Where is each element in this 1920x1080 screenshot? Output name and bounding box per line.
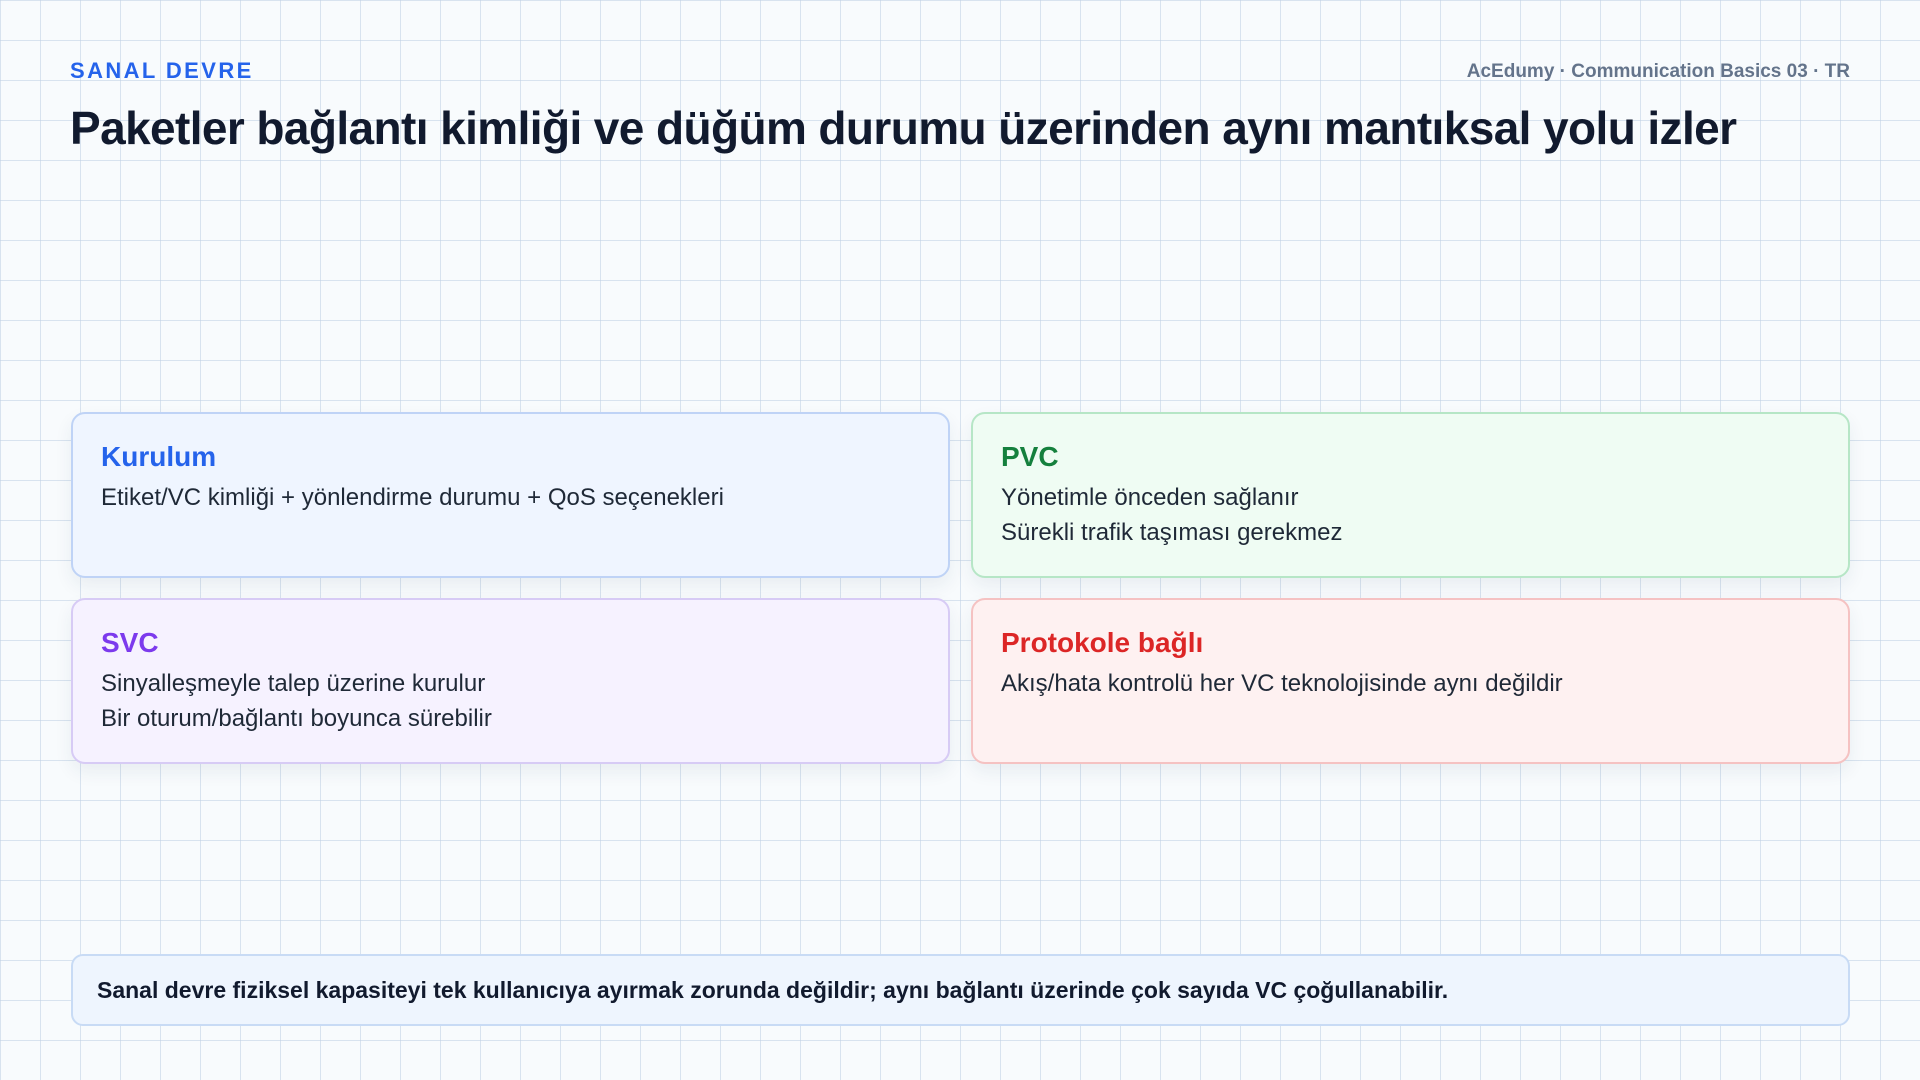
summary-note-text: Sanal devre fiziksel kapasiteyi tek kullanıcıya ayırmak zorunda değildir; aynı bağlantı üzerinde çok sayıda VC çoğullanabilir. [97,976,1449,1003]
card-svc-title: SVC [101,627,159,658]
card-setup [71,412,950,578]
card-protocol-line: Akış/hata kontrolü her VC teknolojisinde aynı değildir [1001,670,1563,697]
summary-note [71,954,1850,1026]
card-pvc-line: Sürekli trafik taşıması gerekmez [1001,519,1343,546]
card-svc-line: Bir oturum/bağlantı boyunca sürebilir [101,705,492,732]
course-brand: AcEdumy · Communication Basics 03 · TR [1466,61,1850,82]
page-title: Paketler bağlantı kimliği ve düğüm durumu üzerinden aynı mantıksal yolu izler [70,102,1737,154]
card-setup-title: Kurulum [101,441,217,472]
section-kicker: SANAL DEVRE [70,58,254,83]
card-pvc-line: Yönetimle önceden sağlanır [1001,484,1299,511]
card-pvc-title: PVC [1001,441,1059,472]
card-protocol [971,598,1850,764]
card-protocol-title: Protokole bağlı [1001,627,1204,658]
card-svc [71,598,950,764]
card-svc-line: Sinyalleşmeyle talep üzerine kurulur [101,670,486,697]
card-pvc [971,412,1850,578]
card-setup-line: Etiket/VC kimliği + yönlendirme durumu + QoS seçenekleri [101,484,724,511]
